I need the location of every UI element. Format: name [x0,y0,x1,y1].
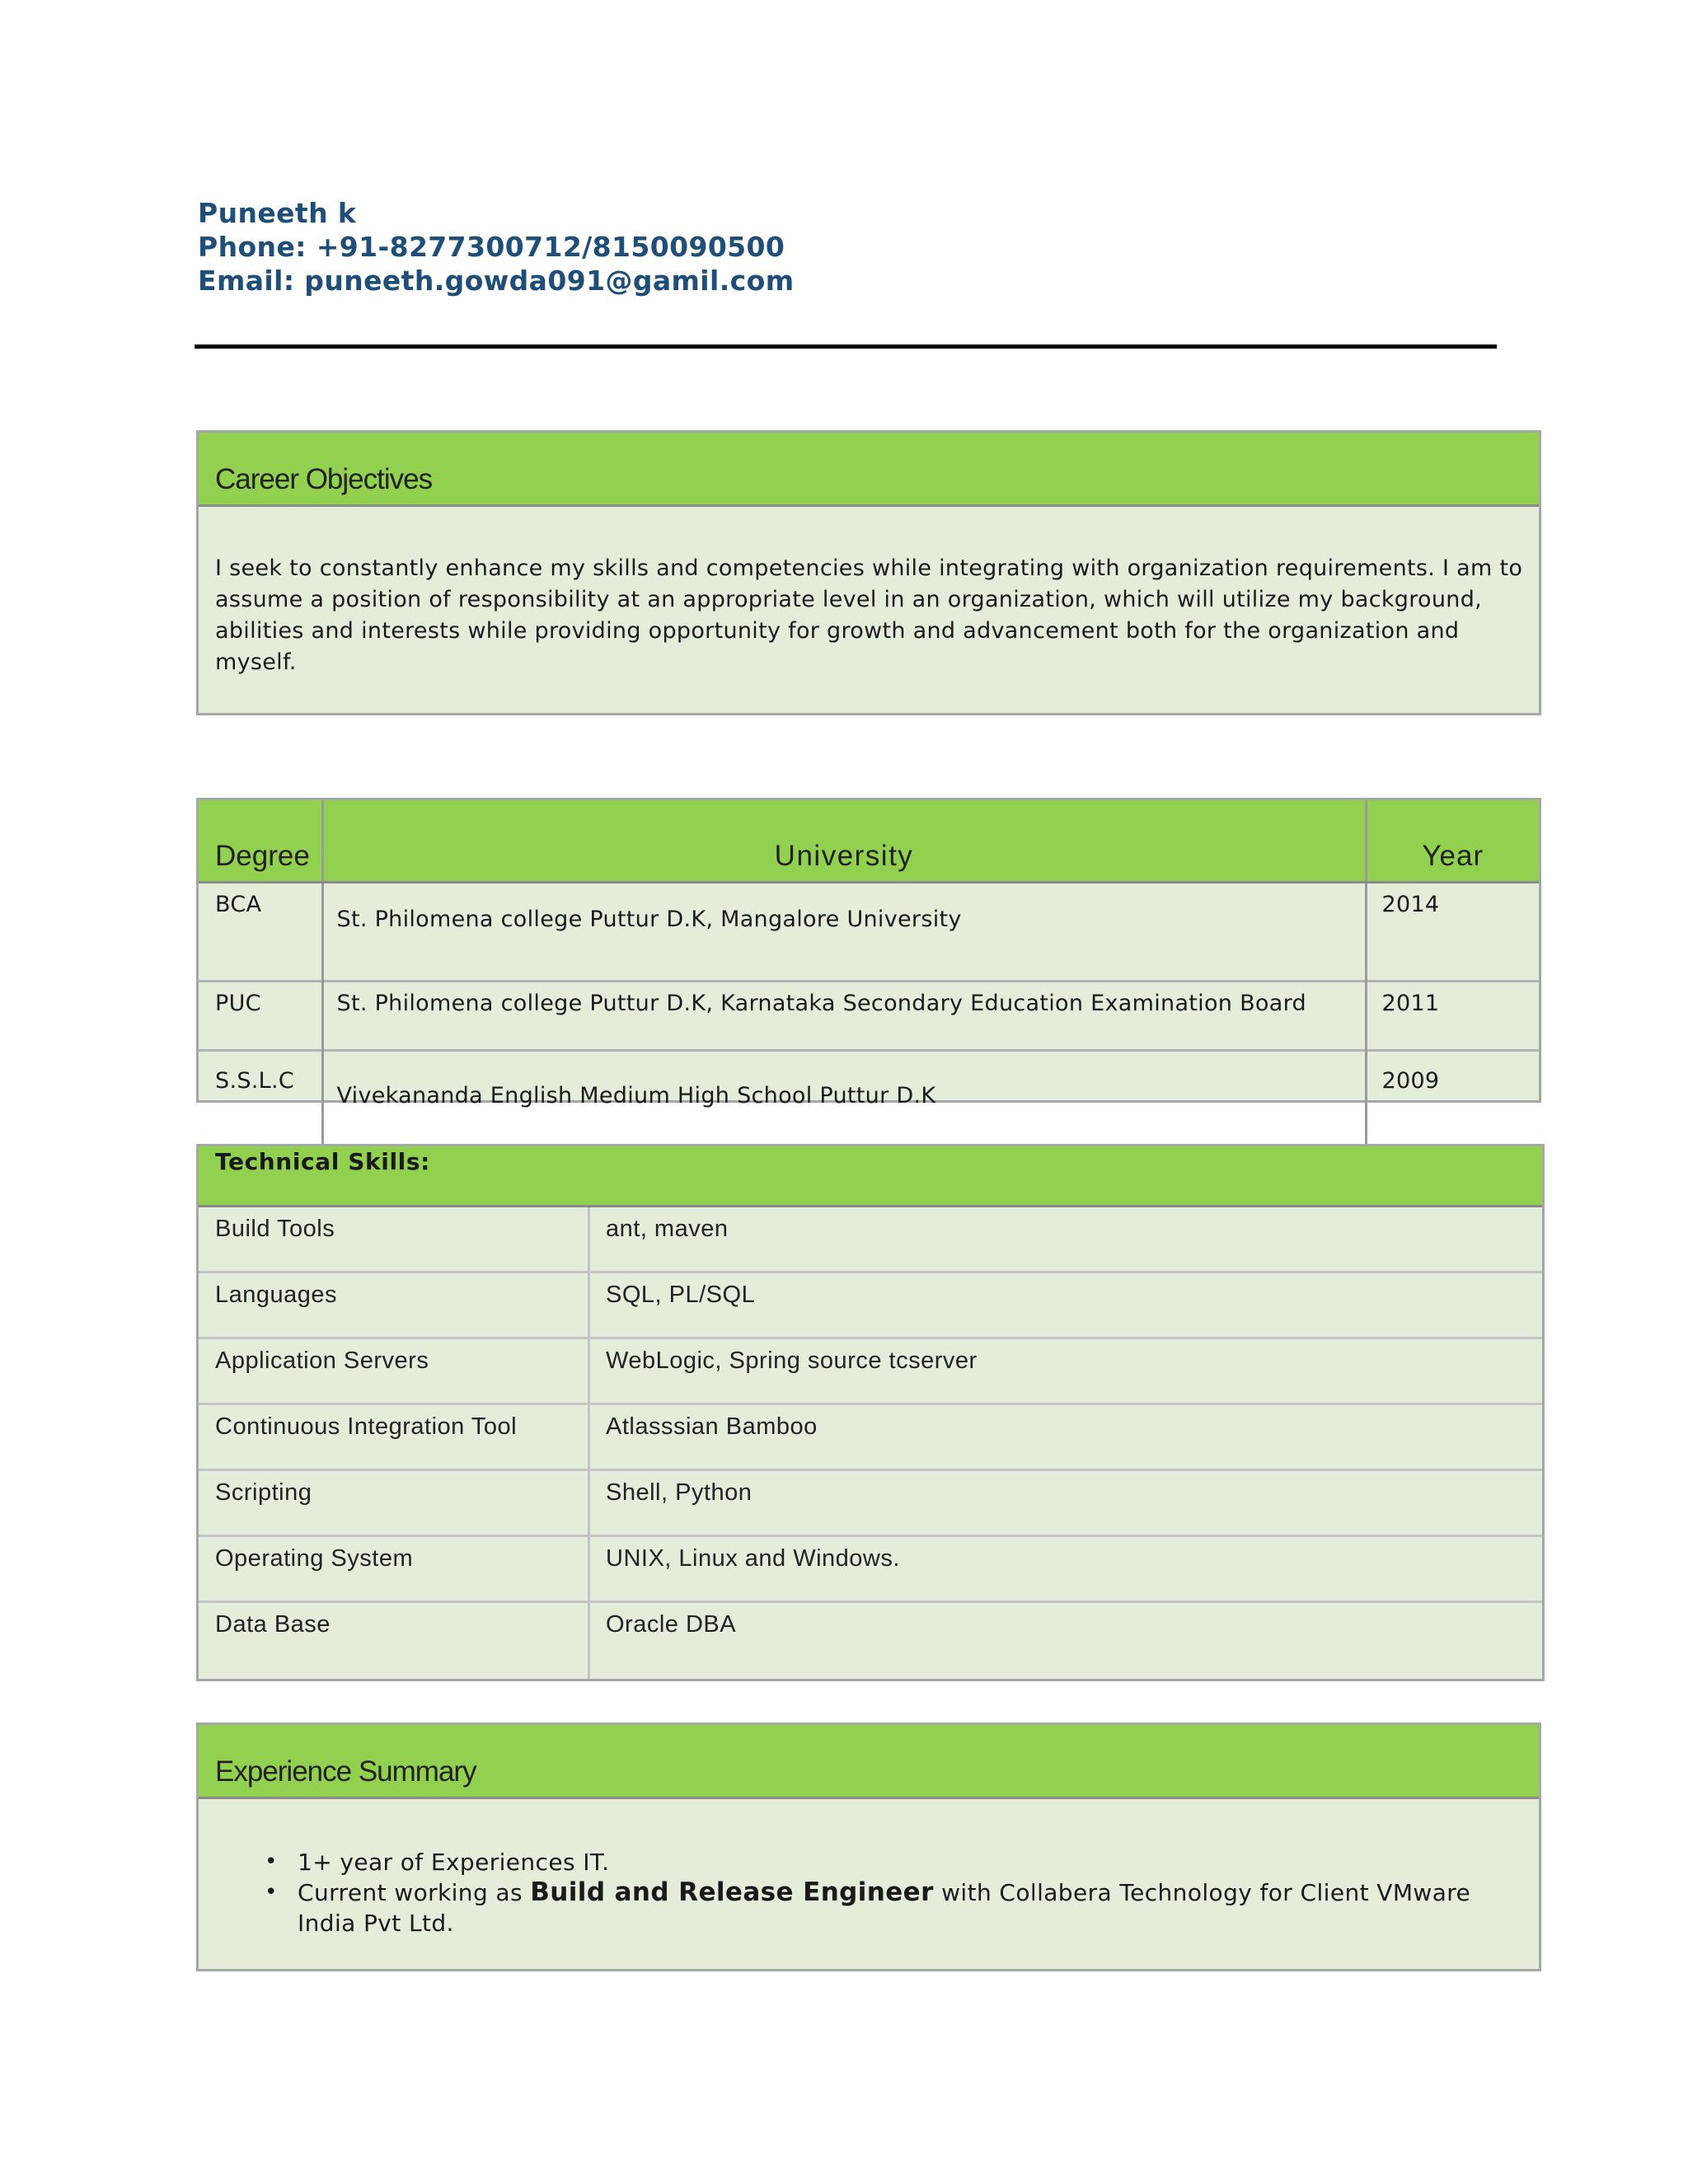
list-item [199,1339,1542,1405]
experience-item-text: 1+ year of Experiences IT. [298,1849,610,1876]
skill-category: Operating System [215,1545,414,1572]
email-line: Email: puneeth.gowda091@gamil.com [198,265,795,297]
skill-category: Languages [215,1282,338,1308]
candidate-name: Puneeth k [198,197,357,229]
degree-cell: BCA [199,883,322,982]
year-cell: 2009 [1366,1051,1539,1174]
technical-skills-section [196,1144,1545,1681]
education-table [199,800,1539,1173]
year-column-header: Year [1366,800,1539,883]
degree-cell: S.S.L.C [199,1051,322,1174]
experience-list [199,1799,1539,1938]
career-objectives-text: I seek to constantly enhance my skills and competencies while integrating with organization requirements. I am to assume a position of responsibility at an appropriate level in an organization, which will utilize my background, abilities and interests while providing opportunity for growth and advancement both for the organization and myself. [215,555,1523,675]
skill-value: Shell, Python [606,1479,753,1506]
skill-value: ant, maven [606,1216,729,1242]
skill-category: Build Tools [215,1216,335,1242]
year-cell: 2014 [1366,883,1539,982]
education-section [196,798,1541,1108]
career-objectives-section [196,430,1541,715]
skill-value: Atlasssian Bamboo [606,1413,818,1440]
skill-category: Application Servers [215,1347,429,1374]
bullet-icon: • [265,1880,278,1905]
list-item [199,1471,1542,1537]
table-row [199,883,1539,982]
year-cell: 2011 [1366,982,1539,1051]
phone-line: Phone: +91-8277300712/8150090500 [198,231,785,263]
experience-summary-title: Experience Summary [215,1755,476,1788]
bullet-icon: • [265,1849,278,1874]
university-cell: Vivekananda English Medium High School Puttur D.K [322,1051,1366,1174]
degree-column-header: Degree [199,800,322,883]
university-cell: St. Philomena college Puttur D.K, Karnataka Secondary Education Examination Board [322,982,1366,1051]
list-item [199,1273,1542,1339]
contact-header [198,196,795,298]
degree-cell: PUC [199,982,322,1051]
list-item [265,1877,1506,1938]
list-item [265,1847,1506,1877]
education-header-row [199,800,1539,883]
list-item [199,1603,1542,1669]
experience-item-suffix: with Collabera Technology for Client VMware India Pvt Ltd. [298,1879,1471,1937]
university-column-header: University [322,800,1366,883]
career-objectives-header [199,433,1539,507]
university-cell: St. Philomena college Puttur D.K, Mangalore University [322,883,1366,982]
technical-skills-header [199,1146,1542,1207]
skill-value: Oracle DBA [606,1611,737,1638]
table-row [199,982,1539,1051]
experience-summary-header [199,1725,1539,1799]
skill-value: SQL, PL/SQL [606,1282,756,1308]
job-title: Build and Release Engineer [530,1877,934,1907]
technical-skills-title: Technical Skills: [215,1148,430,1175]
header-divider [195,344,1497,349]
skill-category: Continuous Integration Tool [215,1413,518,1440]
skill-value: UNIX, Linux and Windows. [606,1545,900,1572]
experience-summary-section [196,1722,1541,1971]
experience-item-prefix: Current working as [298,1879,531,1906]
skill-category: Data Base [215,1611,331,1638]
list-item [199,1207,1542,1273]
skill-category: Scripting [215,1479,312,1506]
list-item [199,1405,1542,1471]
career-objectives-title: Career Objectives [215,463,433,495]
list-item [199,1537,1542,1603]
skill-value: WebLogic, Spring source tcserver [606,1347,978,1374]
